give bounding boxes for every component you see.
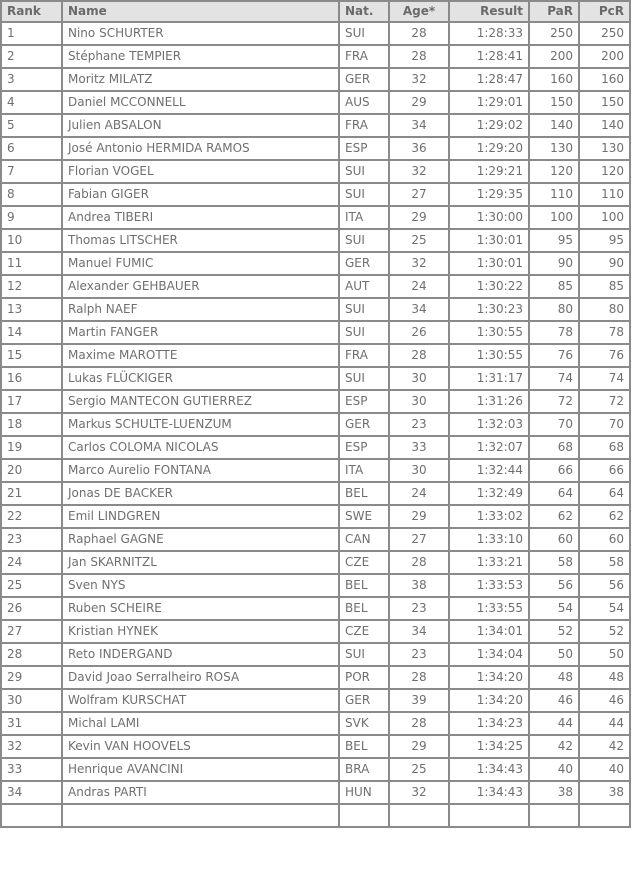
cell-rank: 28: [1, 643, 62, 666]
table-row: [1, 160, 630, 183]
cell-nat: SUI: [339, 298, 389, 321]
cell-par: 78: [529, 321, 579, 344]
cell-age: 26: [389, 321, 449, 344]
table-row: [1, 666, 630, 689]
cell-rank: 16: [1, 367, 62, 390]
cell-pcr: 130: [579, 137, 630, 160]
cell-rank: 1: [1, 22, 62, 45]
cell-pcr: [579, 804, 630, 827]
cell-name[interactable]: Moritz MILATZ: [62, 68, 339, 91]
cell-par: 85: [529, 275, 579, 298]
header-par[interactable]: PaR: [529, 1, 579, 22]
cell-pcr: 80: [579, 298, 630, 321]
cell-name[interactable]: Jonas DE BACKER: [62, 482, 339, 505]
cell-pcr: 54: [579, 597, 630, 620]
cell-name[interactable]: Reto INDERGAND: [62, 643, 339, 666]
cell-age: 34: [389, 114, 449, 137]
table-row: [1, 505, 630, 528]
cell-age: 23: [389, 413, 449, 436]
cell-age: 28: [389, 344, 449, 367]
cell-par: 76: [529, 344, 579, 367]
cell-pcr: 120: [579, 160, 630, 183]
cell-par: 200: [529, 45, 579, 68]
cell-age: 28: [389, 22, 449, 45]
table-row: [1, 551, 630, 574]
cell-pcr: 40: [579, 758, 630, 781]
table-row: [1, 413, 630, 436]
cell-par: 74: [529, 367, 579, 390]
cell-age: 36: [389, 137, 449, 160]
cell-age: 34: [389, 298, 449, 321]
cell-age: 38: [389, 574, 449, 597]
cell-result: 1:33:53: [449, 574, 529, 597]
cell-name[interactable]: Maxime MAROTTE: [62, 344, 339, 367]
cell-par: 70: [529, 413, 579, 436]
cell-rank: 13: [1, 298, 62, 321]
cell-result: 1:29:01: [449, 91, 529, 114]
cell-nat: ESP: [339, 390, 389, 413]
cell-name[interactable]: Sven NYS: [62, 574, 339, 597]
cell-pcr: 110: [579, 183, 630, 206]
cell-par: 54: [529, 597, 579, 620]
cell-rank: 34: [1, 781, 62, 804]
cell-par: 62: [529, 505, 579, 528]
cell-par: 42: [529, 735, 579, 758]
cell-pcr: 56: [579, 574, 630, 597]
cell-rank: 11: [1, 252, 62, 275]
cell-result: 1:28:41: [449, 45, 529, 68]
cell-nat: SVK: [339, 712, 389, 735]
cell-age: 28: [389, 551, 449, 574]
cell-par: 46: [529, 689, 579, 712]
cell-name[interactable]: José Antonio HERMIDA RAMOS: [62, 137, 339, 160]
cell-nat: AUT: [339, 275, 389, 298]
cell-pcr: 78: [579, 321, 630, 344]
cell-rank: 18: [1, 413, 62, 436]
cell-par: 95: [529, 229, 579, 252]
cell-pcr: 100: [579, 206, 630, 229]
cell-age: 29: [389, 206, 449, 229]
table-row-partial: [1, 804, 630, 827]
cell-result: 1:30:23: [449, 298, 529, 321]
table-row: [1, 528, 630, 551]
cell-name[interactable]: Martin FANGER: [62, 321, 339, 344]
cell-rank: 5: [1, 114, 62, 137]
cell-age: 28: [389, 666, 449, 689]
cell-pcr: 72: [579, 390, 630, 413]
cell-name[interactable]: Michal LAMI: [62, 712, 339, 735]
cell-par: 64: [529, 482, 579, 505]
cell-pcr: 74: [579, 367, 630, 390]
header-nat[interactable]: Nat.: [339, 1, 389, 22]
table-row: [1, 91, 630, 114]
cell-nat: FRA: [339, 114, 389, 137]
cell-pcr: 68: [579, 436, 630, 459]
cell-rank: 15: [1, 344, 62, 367]
cell-name[interactable]: Kristian HYNEK: [62, 620, 339, 643]
cell-par: 40: [529, 758, 579, 781]
cell-result: 1:30:00: [449, 206, 529, 229]
cell-rank: 2: [1, 45, 62, 68]
cell-name[interactable]: Nino SCHURTER: [62, 22, 339, 45]
table-row: [1, 390, 630, 413]
cell-result: 1:34:43: [449, 781, 529, 804]
cell-rank: 26: [1, 597, 62, 620]
cell-name[interactable]: Julien ABSALON: [62, 114, 339, 137]
cell-par: 50: [529, 643, 579, 666]
cell-pcr: 76: [579, 344, 630, 367]
cell-age: 30: [389, 390, 449, 413]
cell-name[interactable]: Thomas LITSCHER: [62, 229, 339, 252]
header-pcr[interactable]: PcR: [579, 1, 630, 22]
cell-pcr: 250: [579, 22, 630, 45]
cell-age: 28: [389, 45, 449, 68]
cell-pcr: 140: [579, 114, 630, 137]
cell-nat: FRA: [339, 45, 389, 68]
table-row: [1, 643, 630, 666]
table-row: [1, 712, 630, 735]
cell-rank: 25: [1, 574, 62, 597]
cell-pcr: 46: [579, 689, 630, 712]
cell-nat: GER: [339, 689, 389, 712]
cell-pcr: 58: [579, 551, 630, 574]
cell-result: 1:30:55: [449, 344, 529, 367]
cell-pcr: 95: [579, 229, 630, 252]
cell-rank: 30: [1, 689, 62, 712]
cell-nat: BEL: [339, 482, 389, 505]
cell-name[interactable]: Ruben SCHEIRE: [62, 597, 339, 620]
cell-par: 56: [529, 574, 579, 597]
cell-rank: 7: [1, 160, 62, 183]
cell-result: 1:29:02: [449, 114, 529, 137]
cell-nat: CAN: [339, 528, 389, 551]
cell-pcr: 70: [579, 413, 630, 436]
cell-nat: HUN: [339, 781, 389, 804]
cell-result: 1:32:49: [449, 482, 529, 505]
cell-result: 1:29:21: [449, 160, 529, 183]
cell-age: 27: [389, 528, 449, 551]
cell-result: 1:30:55: [449, 321, 529, 344]
cell-pcr: 42: [579, 735, 630, 758]
cell-result: 1:34:23: [449, 712, 529, 735]
cell-result: 1:34:20: [449, 689, 529, 712]
cell-rank: 14: [1, 321, 62, 344]
cell-pcr: 66: [579, 459, 630, 482]
cell-name[interactable]: Marco Aurelio FONTANA: [62, 459, 339, 482]
cell-name[interactable]: Raphael GAGNE: [62, 528, 339, 551]
cell-nat: BEL: [339, 574, 389, 597]
results-body: [1, 22, 630, 827]
cell-result: 1:33:02: [449, 505, 529, 528]
cell-nat: CZE: [339, 620, 389, 643]
cell-name: [62, 804, 339, 827]
cell-par: 44: [529, 712, 579, 735]
cell-result: 1:31:17: [449, 367, 529, 390]
cell-pcr: 62: [579, 505, 630, 528]
cell-age: 24: [389, 275, 449, 298]
cell-name[interactable]: Andrea TIBERI: [62, 206, 339, 229]
cell-result: 1:33:55: [449, 597, 529, 620]
header-result[interactable]: Result: [449, 1, 529, 22]
cell-age: 25: [389, 758, 449, 781]
cell-age: 28: [389, 712, 449, 735]
cell-name[interactable]: Andras PARTI: [62, 781, 339, 804]
cell-result: 1:32:07: [449, 436, 529, 459]
cell-par: 66: [529, 459, 579, 482]
cell-name[interactable]: Ralph NAEF: [62, 298, 339, 321]
cell-result: 1:28:33: [449, 22, 529, 45]
cell-result: 1:30:01: [449, 229, 529, 252]
cell-nat: [339, 804, 389, 827]
cell-nat: SUI: [339, 367, 389, 390]
cell-name[interactable]: Daniel MCCONNELL: [62, 91, 339, 114]
table-row: [1, 758, 630, 781]
table-row: [1, 298, 630, 321]
cell-age: 32: [389, 252, 449, 275]
cell-name[interactable]: David Joao Serralheiro ROSA: [62, 666, 339, 689]
cell-pcr: 50: [579, 643, 630, 666]
cell-age: 29: [389, 735, 449, 758]
table-row: [1, 482, 630, 505]
cell-nat: BRA: [339, 758, 389, 781]
table-row: [1, 275, 630, 298]
cell-rank: 6: [1, 137, 62, 160]
cell-name[interactable]: Florian VOGEL: [62, 160, 339, 183]
cell-result: 1:31:26: [449, 390, 529, 413]
cell-rank: 3: [1, 68, 62, 91]
cell-age: 30: [389, 367, 449, 390]
cell-age: 32: [389, 68, 449, 91]
cell-rank: 24: [1, 551, 62, 574]
cell-nat: GER: [339, 413, 389, 436]
cell-par: 160: [529, 68, 579, 91]
cell-rank: 33: [1, 758, 62, 781]
cell-nat: SUI: [339, 643, 389, 666]
cell-nat: GER: [339, 68, 389, 91]
cell-result: 1:32:03: [449, 413, 529, 436]
cell-age: 32: [389, 781, 449, 804]
cell-age: 39: [389, 689, 449, 712]
cell-nat: SUI: [339, 183, 389, 206]
table-row: [1, 597, 630, 620]
cell-pcr: 160: [579, 68, 630, 91]
cell-rank: 21: [1, 482, 62, 505]
cell-result: 1:34:43: [449, 758, 529, 781]
cell-age: 23: [389, 597, 449, 620]
cell-nat: BEL: [339, 597, 389, 620]
cell-nat: SUI: [339, 229, 389, 252]
table-row: [1, 206, 630, 229]
cell-par: 38: [529, 781, 579, 804]
cell-age: 34: [389, 620, 449, 643]
cell-age: 23: [389, 643, 449, 666]
table-row: [1, 22, 630, 45]
table-row: [1, 137, 630, 160]
cell-nat: CZE: [339, 551, 389, 574]
cell-nat: ITA: [339, 459, 389, 482]
cell-name[interactable]: Lukas FLÜCKIGER: [62, 367, 339, 390]
cell-nat: SUI: [339, 22, 389, 45]
cell-par: 90: [529, 252, 579, 275]
cell-name[interactable]: Stéphane TEMPIER: [62, 45, 339, 68]
table-row: [1, 229, 630, 252]
table-row: [1, 344, 630, 367]
cell-nat: POR: [339, 666, 389, 689]
cell-pcr: 60: [579, 528, 630, 551]
cell-par: [529, 804, 579, 827]
table-row: [1, 367, 630, 390]
cell-result: 1:34:01: [449, 620, 529, 643]
cell-rank: 10: [1, 229, 62, 252]
cell-name[interactable]: Markus SCHULTE-LUENZUM: [62, 413, 339, 436]
cell-name[interactable]: Jan SKARNITZL: [62, 551, 339, 574]
table-row: [1, 459, 630, 482]
cell-rank: 8: [1, 183, 62, 206]
table-row: [1, 735, 630, 758]
table-row: [1, 68, 630, 91]
cell-par: 100: [529, 206, 579, 229]
table-row: [1, 689, 630, 712]
cell-name[interactable]: Alexander GEHBAUER: [62, 275, 339, 298]
cell-name[interactable]: Carlos COLOMA NICOLAS: [62, 436, 339, 459]
cell-par: 120: [529, 160, 579, 183]
cell-name[interactable]: Sergio MANTECON GUTIERREZ: [62, 390, 339, 413]
cell-pcr: 44: [579, 712, 630, 735]
cell-pcr: 90: [579, 252, 630, 275]
cell-par: 60: [529, 528, 579, 551]
cell-result: [449, 804, 529, 827]
cell-age: 29: [389, 91, 449, 114]
cell-name[interactable]: Emil LINDGREN: [62, 505, 339, 528]
cell-rank: 9: [1, 206, 62, 229]
cell-nat: BEL: [339, 735, 389, 758]
cell-rank: 19: [1, 436, 62, 459]
cell-par: 130: [529, 137, 579, 160]
cell-pcr: 85: [579, 275, 630, 298]
header-age[interactable]: Age*: [389, 1, 449, 22]
cell-par: 80: [529, 298, 579, 321]
cell-result: 1:32:44: [449, 459, 529, 482]
cell-name[interactable]: Wolfram KURSCHAT: [62, 689, 339, 712]
table-row: [1, 574, 630, 597]
cell-nat: ESP: [339, 137, 389, 160]
cell-nat: FRA: [339, 344, 389, 367]
cell-rank: 12: [1, 275, 62, 298]
table-row: [1, 321, 630, 344]
cell-par: 58: [529, 551, 579, 574]
header-rank[interactable]: Rank: [1, 1, 62, 22]
cell-age: 29: [389, 505, 449, 528]
table-row: [1, 114, 630, 137]
header-name[interactable]: Name: [62, 1, 339, 22]
cell-age: 32: [389, 160, 449, 183]
table-row: [1, 45, 630, 68]
cell-par: 52: [529, 620, 579, 643]
cell-pcr: 64: [579, 482, 630, 505]
cell-rank: 31: [1, 712, 62, 735]
cell-pcr: 200: [579, 45, 630, 68]
cell-rank: 22: [1, 505, 62, 528]
cell-name[interactable]: Fabian GIGER: [62, 183, 339, 206]
cell-name[interactable]: Manuel FUMIC: [62, 252, 339, 275]
cell-nat: ESP: [339, 436, 389, 459]
cell-rank: 27: [1, 620, 62, 643]
cell-rank: 29: [1, 666, 62, 689]
cell-nat: SUI: [339, 321, 389, 344]
cell-pcr: 48: [579, 666, 630, 689]
cell-pcr: 38: [579, 781, 630, 804]
table-row: [1, 183, 630, 206]
cell-par: 150: [529, 91, 579, 114]
cell-result: 1:34:20: [449, 666, 529, 689]
table-row: [1, 781, 630, 804]
cell-age: 24: [389, 482, 449, 505]
cell-par: 48: [529, 666, 579, 689]
cell-pcr: 150: [579, 91, 630, 114]
cell-result: 1:28:47: [449, 68, 529, 91]
cell-result: 1:33:21: [449, 551, 529, 574]
table-row: [1, 620, 630, 643]
cell-rank: 4: [1, 91, 62, 114]
cell-nat: SWE: [339, 505, 389, 528]
cell-rank: 17: [1, 390, 62, 413]
cell-age: 30: [389, 459, 449, 482]
cell-rank: [1, 804, 62, 827]
header-row: [1, 1, 630, 22]
cell-result: 1:29:35: [449, 183, 529, 206]
cell-nat: ITA: [339, 206, 389, 229]
cell-par: 68: [529, 436, 579, 459]
cell-name[interactable]: Kevin VAN HOOVELS: [62, 735, 339, 758]
cell-age: 27: [389, 183, 449, 206]
cell-par: 140: [529, 114, 579, 137]
cell-par: 250: [529, 22, 579, 45]
table-row: [1, 252, 630, 275]
cell-nat: GER: [339, 252, 389, 275]
cell-name[interactable]: Henrique AVANCINI: [62, 758, 339, 781]
cell-rank: 32: [1, 735, 62, 758]
cell-result: 1:29:20: [449, 137, 529, 160]
cell-result: 1:30:01: [449, 252, 529, 275]
cell-age: [389, 804, 449, 827]
cell-age: 25: [389, 229, 449, 252]
cell-result: 1:33:10: [449, 528, 529, 551]
cell-par: 72: [529, 390, 579, 413]
cell-nat: AUS: [339, 91, 389, 114]
table-row: [1, 436, 630, 459]
cell-par: 110: [529, 183, 579, 206]
cell-result: 1:34:04: [449, 643, 529, 666]
cell-age: 33: [389, 436, 449, 459]
cell-pcr: 52: [579, 620, 630, 643]
cell-rank: 23: [1, 528, 62, 551]
cell-nat: SUI: [339, 160, 389, 183]
cell-result: 1:34:25: [449, 735, 529, 758]
cell-result: 1:30:22: [449, 275, 529, 298]
cell-rank: 20: [1, 459, 62, 482]
